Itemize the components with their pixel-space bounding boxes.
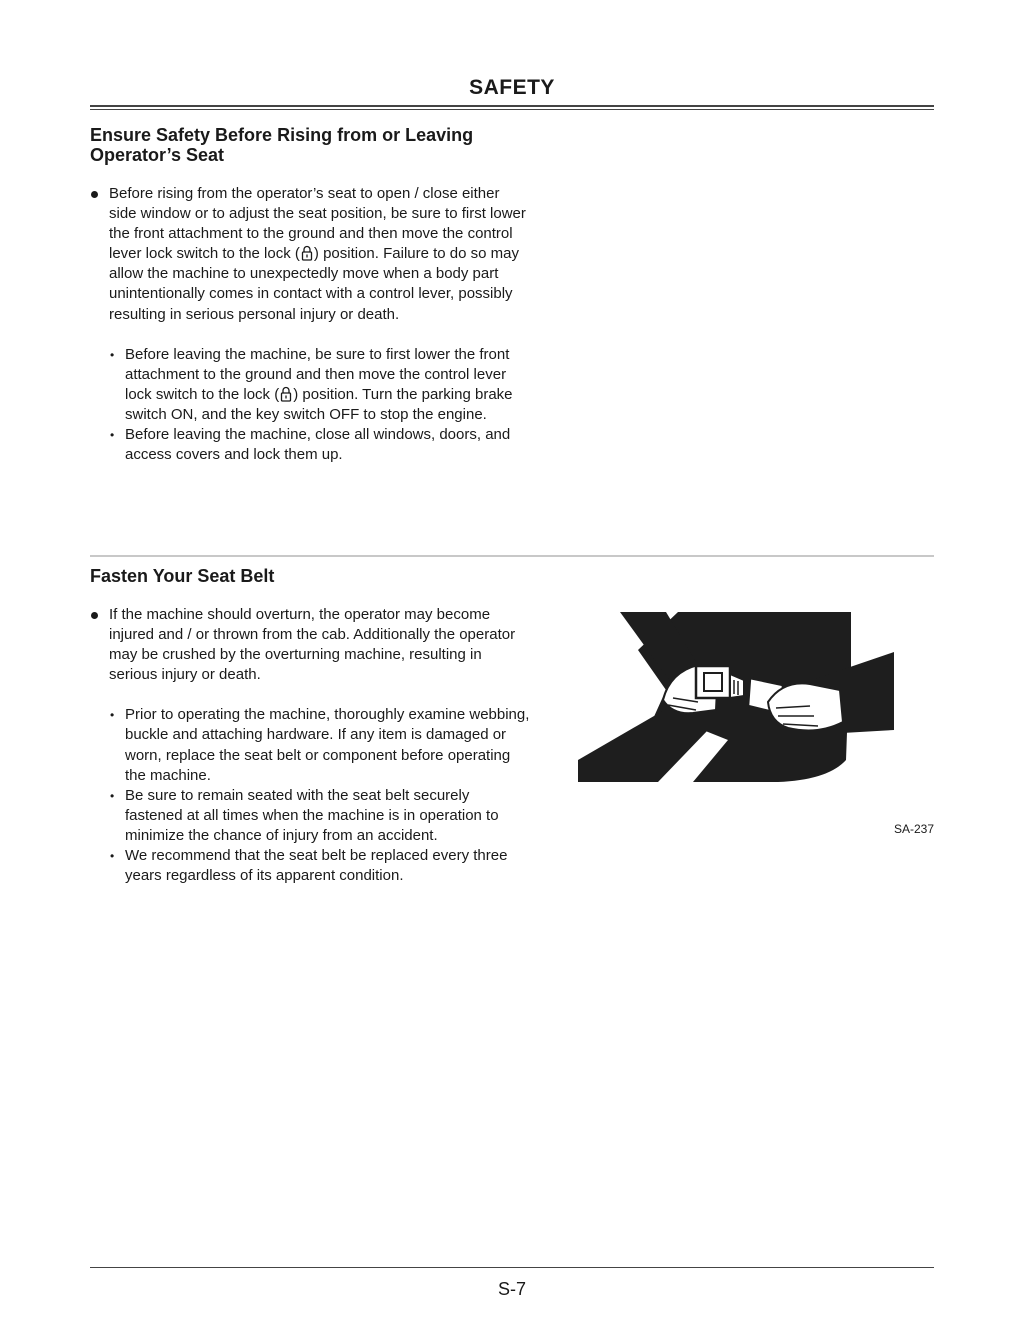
sub-bullet-mark: • bbox=[110, 849, 115, 864]
sub-bullet-mark: • bbox=[110, 347, 115, 362]
header-rule bbox=[90, 105, 934, 110]
section-leaving-seat-body bbox=[90, 184, 530, 465]
bullet-dot bbox=[91, 191, 98, 198]
bullet-text: If the machine should overturn, the operator may become injured and / or thrown from the cab. Additionally the operator may be crushed by the overturning machine, resulting in serious injury or death. bbox=[109, 606, 516, 684]
sub-text-part2: ) position. Turn the parking brake switch ON, and the key switch OFF to stop the engine. bbox=[125, 385, 513, 423]
sub-item-close-windows bbox=[90, 425, 530, 465]
section-title-leaving-seat: Ensure Safety Before Rising from or Leaving Operator’s Seat bbox=[90, 125, 474, 165]
sub-bullet-mark: • bbox=[110, 428, 115, 443]
section-title-seat-belt: Fasten Your Seat Belt bbox=[90, 566, 275, 586]
bullet-text-part1: Before rising from the operator’s seat to open / close either side window or to adjust the seat position, be sure to first lower the front attachment to the ground and then move the control lever lock switch to the lock ( bbox=[109, 185, 526, 263]
page-number: S-7 bbox=[497, 1279, 526, 1299]
padlock-icon bbox=[280, 386, 292, 402]
padlock-icon bbox=[301, 245, 313, 261]
bullet-rising-from-seat bbox=[90, 184, 530, 325]
sub-text-part1: Before leaving the machine, be sure to first lower the front attachment to the ground and then move the control lever lock switch to the lock ( bbox=[125, 345, 510, 403]
sub-text: Prior to operating the machine, thoroughly examine webbing, buckle and attaching hardware. If any item is damaged or worn, replace the seat belt or component before operating the machine. bbox=[125, 706, 530, 784]
sub-item-leaving-machine bbox=[90, 345, 530, 425]
bullet-overturn bbox=[90, 605, 530, 685]
sub-bullet-mark: • bbox=[110, 708, 115, 723]
sub-item-replace-belt bbox=[90, 846, 530, 886]
section-seat-belt-body bbox=[90, 605, 530, 886]
bullet-dot bbox=[91, 612, 98, 619]
figure-label: SA-237 bbox=[893, 822, 934, 836]
sub-item-examine-belt bbox=[90, 705, 530, 785]
bullet-text-part2: ) position. Failure to do so may allow the machine to unexpectedly move when a body part unintentionally comes in contact with a control lever, possibly resulting in serious personal injury or death. bbox=[109, 245, 519, 323]
sub-text: Be sure to remain seated with the seat belt securely fastened at all times when the machine is in operation to minimize the chance of injury from an accident. bbox=[125, 786, 499, 844]
section-divider bbox=[90, 555, 934, 557]
sub-text: We recommend that the seat belt be replaced every three years regardless of its apparent condition. bbox=[125, 847, 508, 885]
sub-bullet-mark: • bbox=[110, 788, 115, 803]
footer-rule bbox=[90, 1267, 934, 1268]
page-title: SAFETY bbox=[469, 76, 555, 99]
seat-belt-illustration bbox=[578, 610, 896, 786]
sub-text: Before leaving the machine, close all windows, doors, and access covers and lock them up. bbox=[125, 426, 511, 464]
sub-item-remain-seated bbox=[90, 786, 530, 846]
